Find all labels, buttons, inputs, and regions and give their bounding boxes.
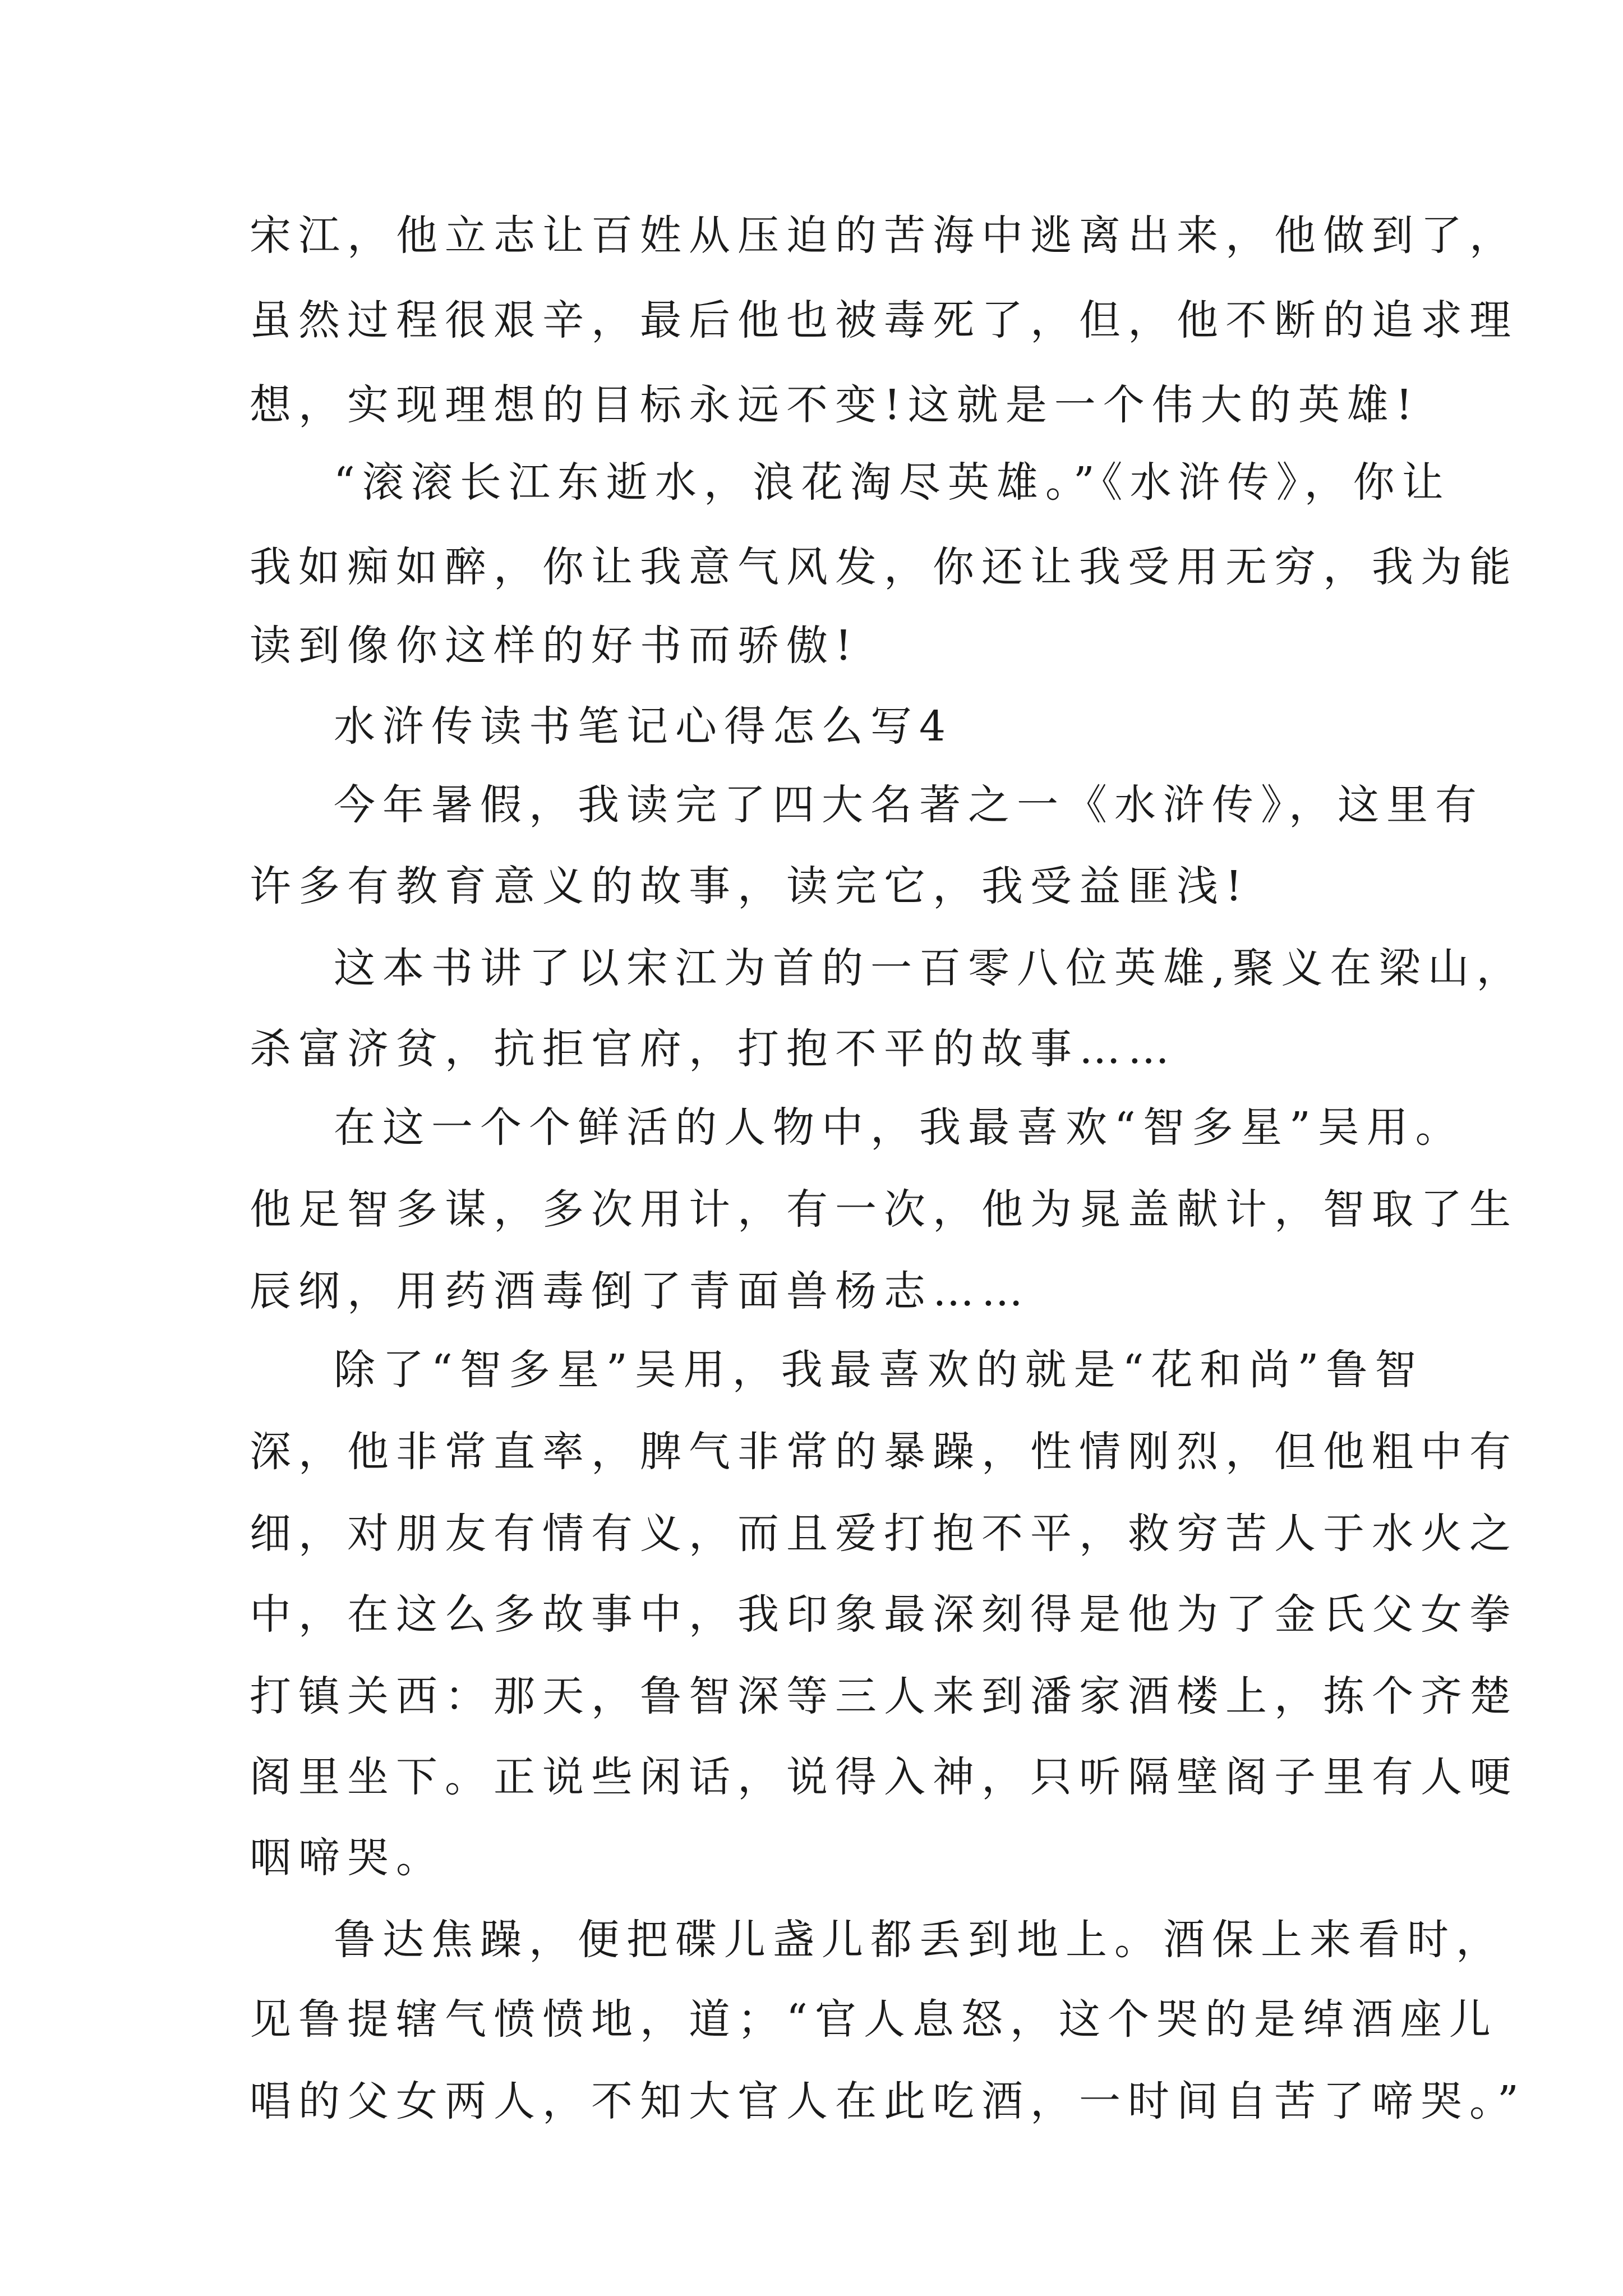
- text-line: 宋江，他立志让百姓从压迫的苦海中逃离出来，他做到了，: [250, 211, 1518, 260]
- text-line: 细，对朋友有情有义，而且爱打抱不平，救穷苦人于水火之: [250, 1510, 1518, 1558]
- text-line: “滚滚长江东逝水，浪花淘尽英雄。”《水浒传》，你让: [334, 458, 1451, 507]
- text-line: 读到像你这样的好书而骄傲!: [250, 622, 859, 670]
- text-line: 辰纲，用药酒毒倒了青面兽杨志……: [250, 1267, 1030, 1315]
- text-line: 我如痴如醉，你让我意气风发，你还让我受用无穷，我为能: [250, 543, 1518, 591]
- text-line: 许多有教育意义的故事，读完它，我受益匪浅!: [250, 862, 1249, 910]
- text-line: 中，在这么多故事中，我印象最深刻得是他为了金氏父女拳: [250, 1590, 1518, 1639]
- section-heading: 水浒传读书笔记心得怎么写4: [334, 702, 953, 751]
- text-line: 今年暑假，我读完了四大名著之一《水浒传》，这里有: [334, 781, 1484, 829]
- text-line: 咽啼哭。: [250, 1834, 445, 1882]
- text-line: 虽然过程很艰辛，最后他也被毒死了，但，他不断的追求理: [250, 296, 1518, 344]
- text-line: 在这一个个鲜活的人物中，我最喜欢“智多星”吴用。: [334, 1103, 1464, 1152]
- text-line: 阁里坐下。正说些闲话，说得入神，只听隔壁阁子里有人哽: [250, 1753, 1518, 1801]
- text-line: 见鲁提辖气愤愤地，道；“官人息怒，这个哭的是绰酒座儿: [250, 1995, 1498, 2044]
- text-line: 他足智多谋，多次用计，有一次，他为晁盖献计，智取了生: [250, 1185, 1518, 1234]
- text-line: 打镇关西：那天，鲁智深等三人来到潘家酒楼上，拣个齐楚: [250, 1672, 1518, 1720]
- text-line: 这本书讲了以宋江为首的一百零八位英雄,聚义在梁山，: [334, 944, 1525, 992]
- text-line: 想，实现理想的目标永远不变!这就是一个伟大的英雄!: [250, 381, 1420, 429]
- text-line: 杀富济贫，抗拒官府，打抱不平的故事……: [250, 1025, 1177, 1073]
- text-line: 除了“智多星”吴用，我最喜欢的就是“花和尚”鲁智: [334, 1346, 1424, 1394]
- text-line: 鲁达焦躁，便把碟儿盏儿都丢到地上。酒保上来看时，: [334, 1916, 1505, 1964]
- text-line: 唱的父女两人，不知大官人在此吃酒，一时间自苦了啼哭。”: [250, 2077, 1526, 2125]
- text-line: 深，他非常直率，脾气非常的暴躁，性情刚烈，但他粗中有: [250, 1428, 1518, 1476]
